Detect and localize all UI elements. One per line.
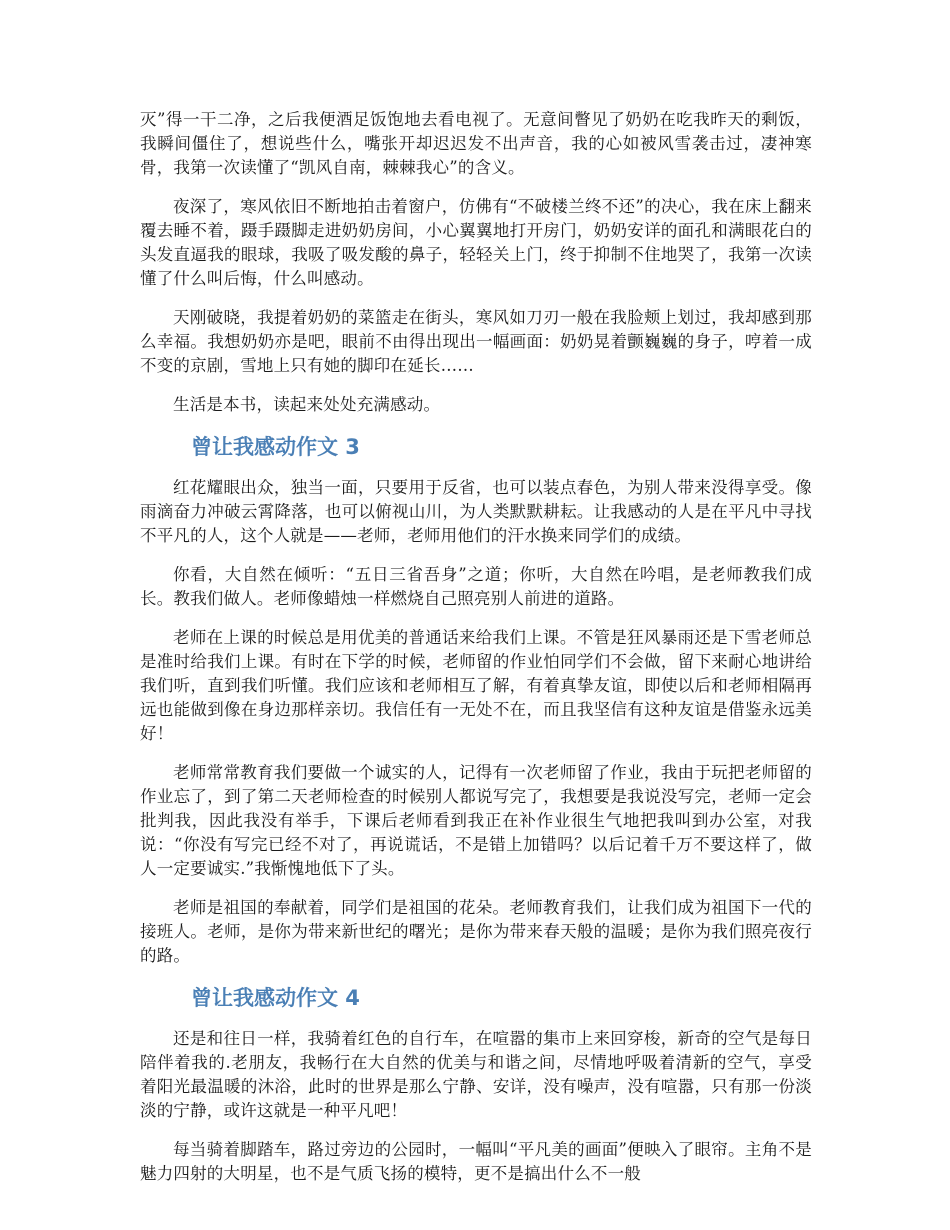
section-heading: 曾让我感动作文 4	[191, 986, 360, 1010]
paragraph: 你看，大自然在倾听：“五日三省吾身”之道；你听，大自然在吟唱，是老师教我们成长。教我们做人。老师像蜡烛一样燃烧自己照亮别人前进的道路。	[140, 565, 812, 608]
section-heading: 曾让我感动作文 3	[191, 435, 360, 459]
paragraph: 老师是祖国的奉献着，同学们是祖国的花朵。老师教育我们，让我们成为祖国下一代的接班人。老师，是你为带来新世纪的曙光；是你为带来春天般的温暖；是你为我们照亮夜行的路。	[140, 898, 812, 965]
paragraph: 老师常常教育我们要做一个诚实的人，记得有一次老师留了作业，我由于玩把老师留的作业忘了，到了第二天老师检查的时候别人都说写完了，我想要是我说没写完，老师一定会批判我，因此我没有举手，下课后老师看到我正在补作业很生气地把我叫到办公室，对我说：“你没有写完已经不对了，再说谎话，不是错上加错吗？以后记着千万不要这样了，做人一定要诚实.”我惭愧地低下了头。	[140, 763, 812, 878]
paragraph: 灭”得一干二净，之后我便酒足饭饱地去看电视了。无意间瞥见了奶奶在吃我昨天的剩饭，我瞬间僵住了，想说些什么，嘴张开却迟迟发不出声音，我的心如被风雪袭击过，凄神寒骨，我第一次读懂了“凯风自南，棘棘我心”的含义。	[140, 110, 812, 177]
paragraph: 夜深了，寒风依旧不断地拍击着窗户，仿佛有“不破楼兰终不还”的决心，我在床上翻来覆去睡不着，蹑手蹑脚走进奶奶房间，小心翼翼地打开房门，奶奶安详的面孔和满眼花白的头发直逼我的眼球，我吸了吸发酸的鼻子，轻轻关上门，终于抑制不住地哭了，我第一次读懂了什么叫后悔，什么叫感动。	[140, 197, 812, 288]
paragraph: 红花耀眼出众，独当一面，只要用于反省，也可以装点春色，为别人带来没得享受。像雨滴奋力冲破云霄降落，也可以俯视山川，为人类默默耕耘。让我感动的人是在平凡中寻找不平凡的人，这个人就是——老师，老师用他们的汗水换来同学们的成绩。	[140, 478, 812, 545]
paragraph: 老师在上课的时候总是用优美的普通话来给我们上课。不管是狂风暴雨还是下雪老师总是准时给我们上课。有时在下学的时候，老师留的作业怕同学们不会做，留下来耐心地讲给我们听，直到我们听懂。我们应该和老师相互了解，有着真挚友谊，即使以后和老师相隔再远也能做到像在身边那样亲切。我信任有一无处不在，而且我坚信有这种友谊是借鉴永远美好！	[140, 628, 812, 743]
paragraph: 生活是本书，读起来处处充满感动。	[173, 395, 441, 414]
document-body	[140, 108, 812, 1201]
paragraph: 还是和往日一样，我骑着红色的自行车，在喧嚣的集市上来回穿梭，新奇的空气是每日陪伴着我的.老朋友，我畅行在大自然的优美与和谐之间，尽情地呼吸着清新的空气，享受着阳光最温暖的沐浴，此时的世界是那么宁静、安详，没有噪声，没有喧嚣，只有那一份淡淡的宁静，或许这就是一种平凡吧！	[140, 1029, 812, 1120]
paragraph: 每当骑着脚踏车，路过旁边的公园时，一幅叫“平凡美的画面”便映入了眼帘。主角不是魅力四射的大明星，也不是气质飞扬的模特，更不是搞出什么不一般	[140, 1140, 812, 1183]
paragraph: 天刚破晓，我提着奶奶的菜篮走在街头，寒风如刀刃一般在我脸颊上划过，我却感到那么幸福。我想奶奶亦是吧，眼前不由得出现出一幅画面：奶奶晃着颤巍巍的身子，哼着一成不变的京剧，雪地上只有她的脚印在延长……	[140, 308, 812, 375]
